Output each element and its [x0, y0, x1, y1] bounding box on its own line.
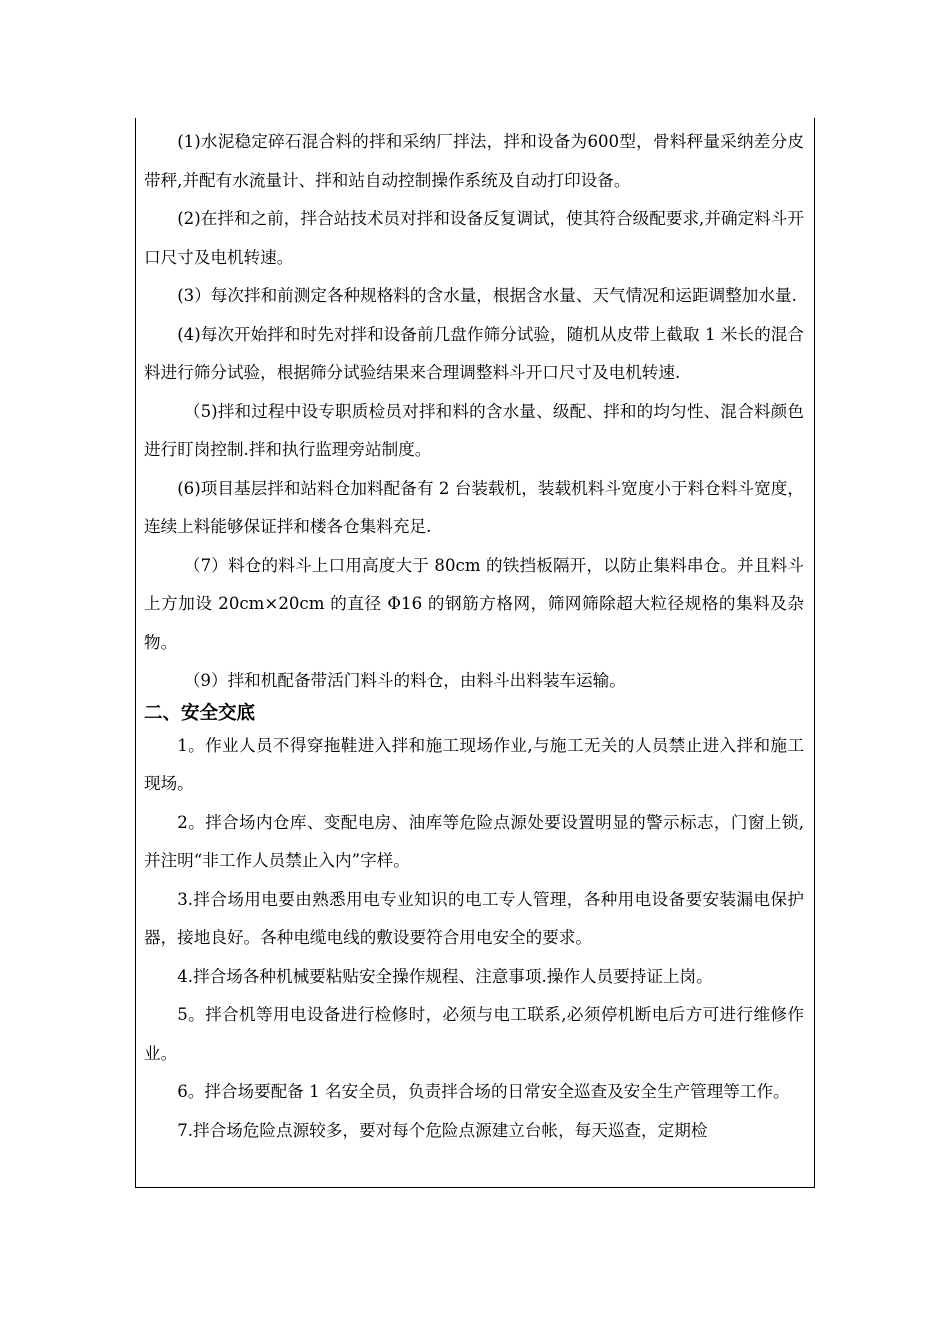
paragraph-1-6: (6)项目基层拌和站料仓加料配备有 2 台装载机，装载机料斗宽度小于料仓料斗宽度，连续上料能够保证拌和楼各仓集料充足.: [144, 478, 804, 536]
paragraph-1-7: （7）料仓的料斗上口用高度大于 80cm 的铁挡板隔开，以防止集料串仓。并且料斗上方加设 20cm×20cm 的直径 Φ16 的钢筋方格网，筛网筛除超大粒径规格的集料及杂物。: [144, 555, 804, 652]
paragraph-2-5: 5。拌合机等用电设备进行检修时，必须与电工联系,必须停机断电后方可进行维修作业。: [144, 1005, 804, 1063]
paragraph-2-6: 6。拌合场要配备 1 名安全员，负责拌合场的日常安全巡查及安全生产管理等工作。: [177, 1082, 790, 1101]
paragraph-1-2: (2)在拌和之前，拌合站技术员对拌和设备反复调试，使其符合级配要求,并确定料斗开口尺寸及电机转速。: [144, 209, 804, 267]
paragraph-2-1: 1。作业人员不得穿拖鞋进入拌和施工现场作业,与施工无关的人员禁止进入拌和施工现场。: [144, 735, 804, 793]
paragraph-1-9: （9）拌和机配备带活门料斗的料仓，由料斗出料装车运输。: [183, 671, 626, 690]
section-title-safety: 二、安全交底: [144, 702, 256, 724]
paragraph-2-2: 2。拌合场内仓库、变配电房、油库等危险点源处要设置明显的警示标志，门窗上锁,并注明“非工作人员禁止入内”字样。: [144, 812, 804, 870]
document-body: [144, 123, 804, 1150]
paragraph-2-3: 3.拌合场用电要由熟悉用电专业知识的电工专人管理，各种用电设备要安装漏电保护器，接地良好。各种电缆电线的敷设要符合用电安全的要求。: [144, 889, 804, 947]
paragraph-2-7: 7.拌合场危险点源较多，要对每个危险点源建立台帐，每天巡查，定期检: [177, 1120, 708, 1140]
paragraph-1-4: (4)每次开始拌和时先对拌和设备前几盘作筛分试验，随机从皮带上截取 1 米长的混合料进行筛分试验，根据筛分试验结果来合理调整料斗开口尺寸及电机转速.: [144, 324, 804, 382]
paragraph-1-3: (3）每次拌和前测定各种规格料的含水量，根据含水量、天气情况和运距调整加水量.: [177, 286, 797, 305]
paragraph-2-4: 4.拌合场各种机械要粘贴安全操作规程、注意事项.操作人员要持证上岗。: [177, 966, 713, 986]
paragraph-1-5: （5)拌和过程中设专职质检员对拌和料的含水量、级配、拌和的均匀性、混合料颜色进行盯岗控制.拌和执行监理旁站制度。: [144, 401, 804, 459]
paragraph-1-1: (1)水泥稳定碎石混合料的拌和采纳厂拌法，拌和设备为600型，骨料秤量采纳差分皮带秤,并配有水流量计、拌和站自动控制操作系统及自动打印设备。: [144, 132, 804, 190]
document-table-cell: [135, 118, 815, 1188]
